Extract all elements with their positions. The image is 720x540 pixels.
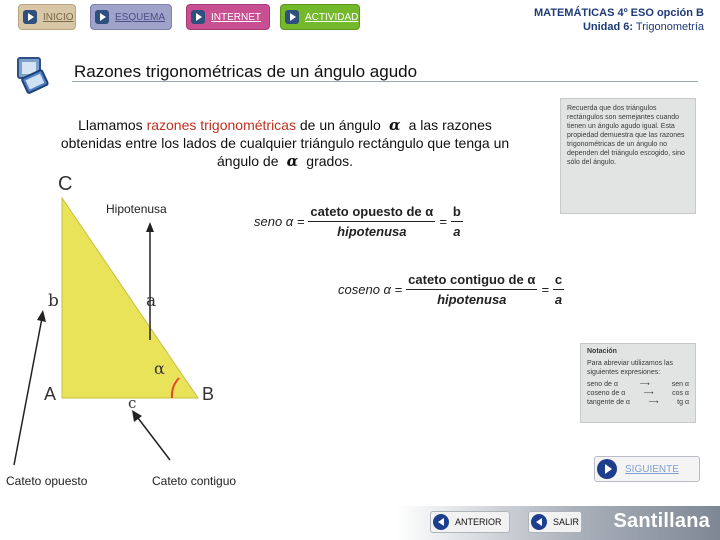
siguiente-button[interactable] [594, 456, 700, 482]
nav-inicio-button[interactable] [18, 4, 76, 30]
seno-ratio-den: a [453, 224, 461, 239]
cateto-opuesto-arrow [14, 318, 42, 465]
notation-row-left: seno de α [587, 381, 618, 388]
hipotenusa-label: Hipotenusa [106, 202, 167, 216]
notation-title: Notación [587, 348, 617, 355]
notation-row [587, 389, 689, 398]
nav-internet-button[interactable] [186, 4, 270, 30]
right-arrow-icon: ⟶ [639, 381, 650, 388]
right-arrow-icon: ⟶ [643, 390, 654, 397]
coseno-denominator: hipotenusa [437, 292, 507, 307]
nav-actividad-label: ACTIVIDAD [305, 11, 359, 23]
notation-row-left: coseno de α [587, 390, 626, 397]
title-divider [72, 81, 698, 82]
slide-icon [14, 56, 52, 96]
play-icon [597, 459, 617, 479]
intro-text-2: de un ángulo [295, 117, 385, 133]
seno-formula [254, 204, 467, 239]
vertex-c-label: C [58, 173, 73, 195]
play-icon [95, 10, 109, 24]
course-title: MATEMÁTICAS 4º ESO opción B [533, 7, 704, 19]
intro-text-1: Llamamos [78, 117, 147, 133]
course-header [534, 6, 704, 34]
seno-lhs: seno α = [254, 214, 305, 229]
coseno-ratio-den: a [554, 292, 563, 307]
santillana-logo: Santillana [613, 510, 710, 532]
unit-title [534, 20, 704, 34]
right-triangle [62, 198, 198, 398]
seno-numerator: cateto opuesto de α [308, 204, 435, 222]
nav-inicio-label: INICIO [43, 11, 74, 23]
nav-internet-label: INTERNET [211, 11, 261, 23]
nav-esquema-button[interactable] [90, 4, 172, 30]
notation-row-left: tangente de α [587, 399, 630, 406]
salir-button[interactable] [528, 511, 582, 533]
notation-row-right: tg α [677, 399, 689, 406]
remember-note-text: Recuerda que dos triángulos rectángulos son semejantes cuando tienen un ángulo agudo igual. Esta propiedad demuestra que las razones trigonométricas de un ángulo no dependen del triángulo escogido, sino sólo del ángulo. [567, 105, 685, 166]
notation-row [587, 398, 689, 407]
coseno-ratio [553, 272, 564, 307]
nav-esquema-label: ESQUEMA [115, 11, 166, 23]
alpha-symbol: α [388, 116, 401, 134]
seno-denominator: hipotenusa [337, 224, 407, 239]
anterior-label: ANTERIOR [455, 517, 502, 527]
coseno-formula [338, 272, 568, 307]
seno-ratio-num: b [451, 204, 463, 222]
arrow-head [146, 222, 154, 232]
back-arrow-icon [433, 514, 449, 530]
footer-bar [0, 506, 720, 540]
notation-row-right: cos α [672, 390, 689, 397]
unit-label: Unidad 6: [582, 21, 634, 33]
page-title: Razones trigonométricas de un ángulo agudo [74, 62, 418, 81]
unit-name: Trigonometría [633, 21, 704, 33]
seno-ratio [451, 204, 463, 239]
coseno-numerator: cateto contiguo de α [406, 272, 537, 290]
cateto-contiguo-arrow [138, 418, 170, 460]
side-b-label: b [48, 291, 59, 311]
angle-alpha-label: α [154, 359, 165, 378]
remember-note-box [560, 98, 696, 214]
notation-box [580, 343, 696, 423]
alpha-symbol: α [286, 152, 299, 170]
anterior-button[interactable] [430, 511, 510, 533]
play-icon [285, 10, 299, 24]
coseno-fraction [406, 272, 537, 307]
equals-sign: = [439, 214, 447, 229]
notation-row-right: sen α [671, 381, 689, 388]
notation-row [587, 380, 689, 389]
seno-fraction [308, 204, 435, 239]
coseno-lhs: coseno α = [338, 282, 403, 297]
nav-actividad-button[interactable] [280, 4, 360, 30]
side-c-label: c [128, 394, 137, 412]
equals-sign: = [541, 282, 549, 297]
intro-highlight: razones trigonométricas [146, 117, 296, 133]
play-icon [191, 10, 205, 24]
siguiente-label: SIGUIENTE [625, 463, 679, 475]
exit-arrow-icon [531, 514, 547, 530]
intro-text-4: grados. [302, 153, 353, 169]
intro-text-3: a las razones obtenidas entre los lados de cualquier triángulo rectángulo que tenga un ángulo de [60, 117, 510, 169]
notation-text: Para abreviar utilizamos las siguientes expresiones: [587, 360, 673, 376]
play-icon [23, 10, 37, 24]
salir-label: SALIR [553, 517, 580, 527]
cateto-contiguo-label: Cateto contiguo [152, 474, 237, 488]
vertex-a-label: A [44, 384, 57, 404]
coseno-ratio-num: c [553, 272, 564, 290]
side-a-label: a [146, 291, 157, 311]
vertex-b-label: B [202, 384, 215, 404]
right-arrow-icon: ⟶ [648, 399, 659, 406]
arrow-head [37, 310, 46, 322]
cateto-opuesto-label: Cateto opuesto [6, 474, 88, 488]
